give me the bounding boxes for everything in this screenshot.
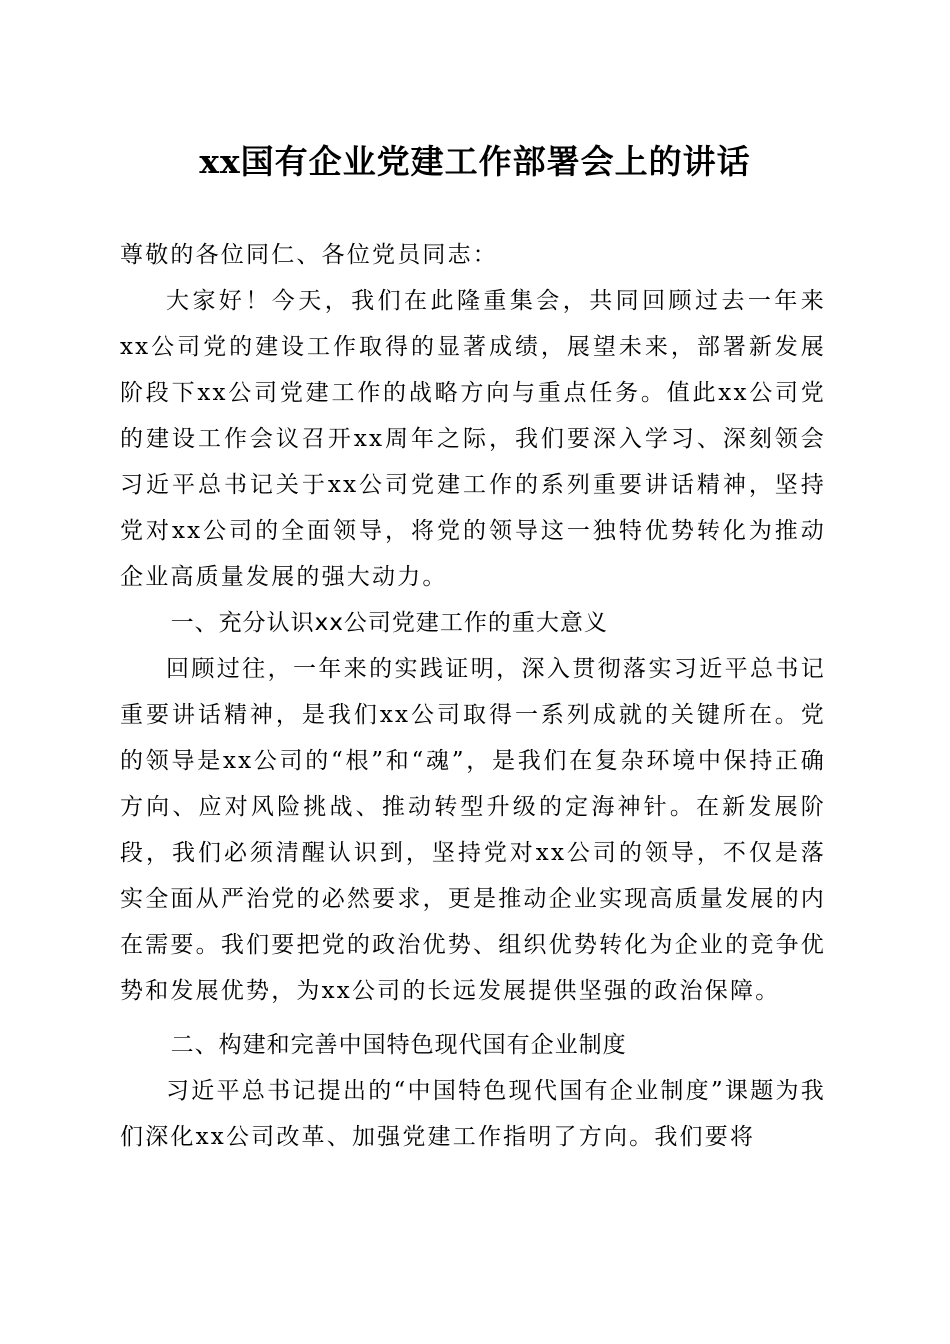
paragraph-opening: 大家好！今天，我们在此隆重集会，共同回顾过去一年来xx公司党的建设工作取得的显著成绩，展望未来，部署新发展阶段下xx公司党建工作的战略方向与重点任务。值此xx公司党的建设工作会议召开xx周年之际，我们要深入学习、深刻领会习近平总书记关于xx公司党建工作的系列重要讲话精神，坚持党对xx公司的全面领导，将党的领导这一独特优势转化为推动企业高质量发展的强大动力。: [120, 288, 826, 590]
salutation: 尊敬的各位同仁、各位党员同志：: [120, 242, 498, 268]
paragraph-section-1: 回顾过往，一年来的实践证明，深入贯彻落实习近平总书记重要讲话精神，是我们xx公司取得一系列成就的关键所在。党的领导是xx公司的“根”和“魂”，是我们在复杂环境中保持正确方向、应对风险挑战、推动转型升级的定海神针。在新发展阶段，我们必须清醒认识到，坚持党对xx公司的领导，不仅是落实全面从严治党的必然要求，更是推动企业实现高质量发展的内在需要。我们要把党的政治优势、组织优势转化为企业的竞争优势和发展优势，为xx公司的长远发展提供坚强的政治保障。: [120, 656, 826, 1004]
section-heading-2: 二、构建和完善中国特色现代国有企业制度: [170, 1032, 627, 1058]
paragraph-section-2: 习近平总书记提出的“中国特色现代国有企业制度”课题为我们深化xx公司改革、加强党建工作指明了方向。我们要将: [120, 1078, 826, 1150]
section-heading-1: 一、充分认识xx公司党建工作的重大意义: [170, 610, 608, 636]
document-body: [120, 232, 826, 1160]
document-title: xx国有企业党建工作部署会上的讲话: [199, 142, 751, 181]
